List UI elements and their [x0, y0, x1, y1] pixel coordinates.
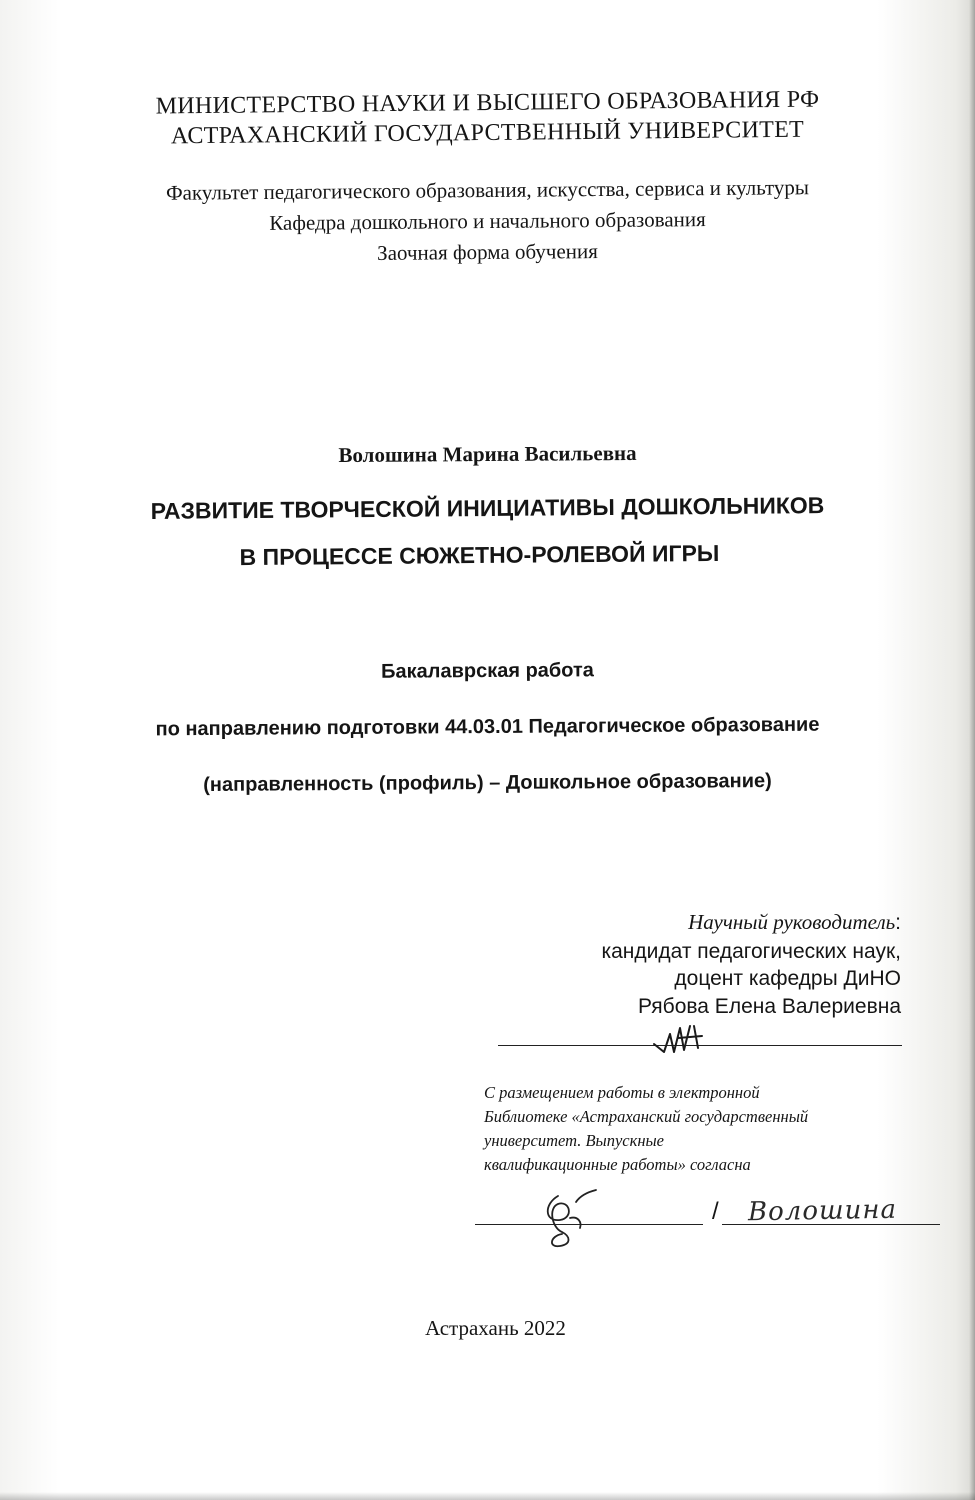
- student-signature: [530, 1182, 610, 1250]
- signature-separator: /: [712, 1198, 719, 1225]
- faculty-line: Факультет педагогического образования, искусства, сервиса и культуры: [165, 175, 810, 205]
- thesis-title-line-2: В ПРОЦЕССЕ СЮЖЕТНО-РОЛЕВОЙ ИГРЫ: [239, 539, 720, 571]
- supervisor-label-colon: :: [895, 911, 901, 934]
- supervisor-label-text: Научный руководитель: [688, 910, 896, 934]
- study-form-line: Заочная форма обучения: [377, 239, 598, 265]
- university-heading: АСТРАХАНСКИЙ ГОСУДАРСТВЕННЫЙ УНИВЕРСИТЕТ: [170, 116, 805, 150]
- supervisor-degree: кандидат педагогических наук,: [601, 940, 901, 963]
- scan-bottom-edge: [0, 1492, 975, 1500]
- handwritten-surname: Волошина: [747, 1194, 898, 1228]
- city-year: Астрахань 2022: [425, 1316, 566, 1340]
- consent-line-3: университет. Выпускные: [484, 1131, 665, 1150]
- consent-line-4: квалификационные работы» согласна: [484, 1155, 751, 1174]
- supervisor-label: [688, 910, 901, 935]
- supervisor-position: доцент кафедры ДиНО: [674, 967, 901, 990]
- author-name: Волошина Марина Васильевна: [338, 440, 637, 468]
- work-direction: по направлению подготовки 44.03.01 Педагогическое образование: [155, 713, 820, 741]
- supervisor-name: Рябова Елена Валериевна: [637, 995, 901, 1018]
- consent-line-2: Библиотеке «Астраханский государственный: [484, 1107, 809, 1126]
- consent-line-1: С размещением работы в электронной: [484, 1083, 760, 1102]
- department-line: Кафедра дошкольного и начального образования: [269, 207, 706, 235]
- ministry-heading: МИНИСТЕРСТВО НАУКИ И ВЫСШЕГО ОБРАЗОВАНИЯ РФ: [155, 86, 820, 120]
- supervisor-signature: [650, 1018, 720, 1058]
- work-type: Бакалаврская работа: [381, 659, 594, 683]
- work-profile: (направленность (профиль) – Дошкольное образование): [203, 770, 772, 796]
- scan-right-shadow: [969, 0, 975, 1500]
- thesis-title-line-1: РАЗВИТИЕ ТВОРЧЕСКОЙ ИНИЦИАТИВЫ ДОШКОЛЬНИКОВ: [150, 492, 825, 524]
